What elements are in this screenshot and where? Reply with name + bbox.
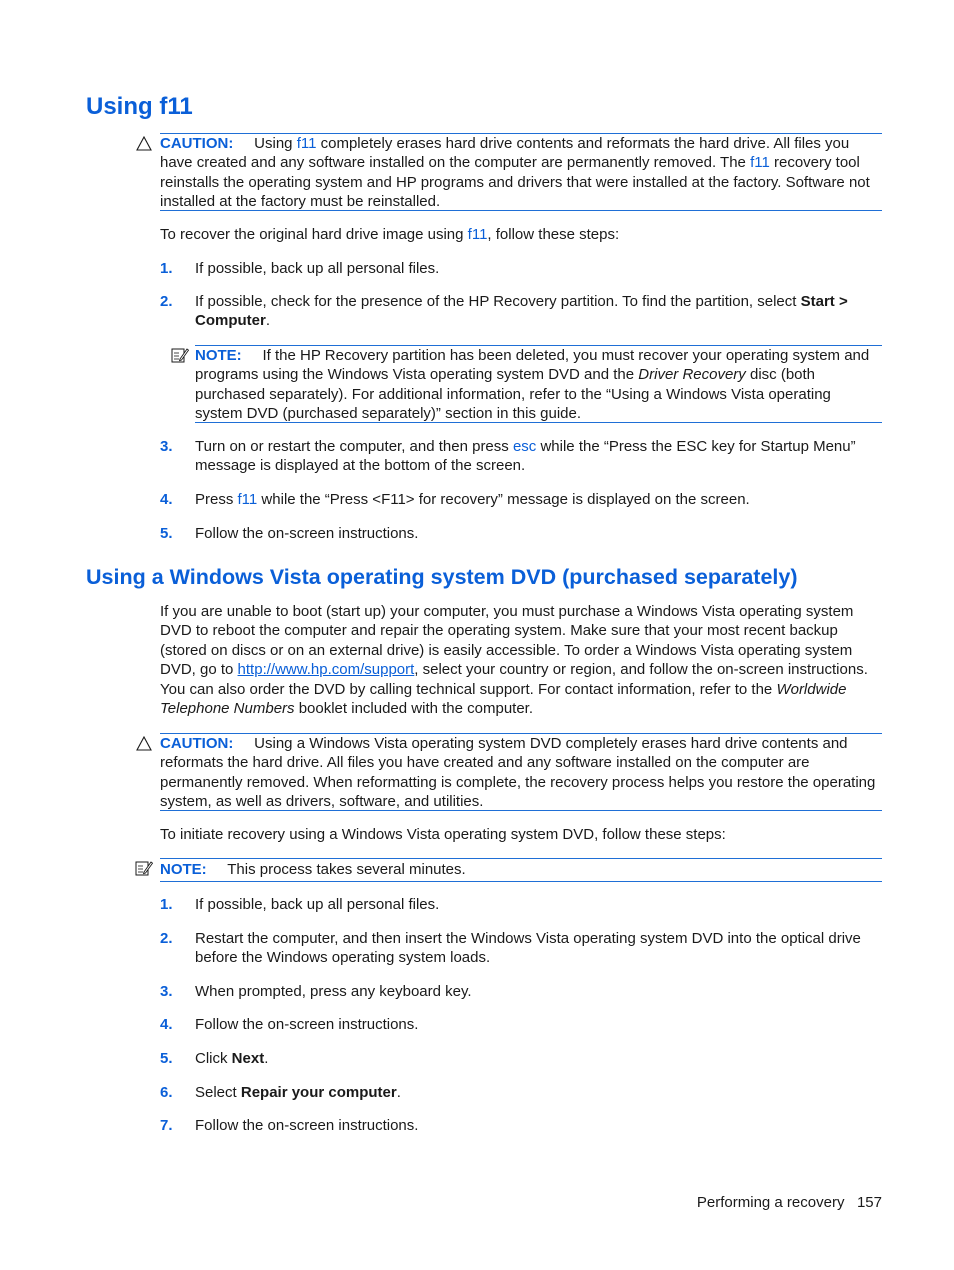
step-number: 2. bbox=[160, 293, 173, 310]
step-number: 3. bbox=[160, 983, 173, 1000]
caution-box-2: CAUTION: Using a Windows Vista operating system DVD completely erases hard drive contents and reformats the hard drive. All files you have created and any software installed on the computer are permanently removed. When reformatting is complete, the recovery process helps you restore the operating system, as well as drivers, software, and utilities. bbox=[160, 733, 882, 811]
step-number: 4. bbox=[160, 491, 173, 508]
key-esc: esc bbox=[512, 438, 537, 455]
note-box-2: NOTE: This process takes several minutes. bbox=[160, 858, 882, 882]
section-title-using-f11: Using f11 bbox=[86, 93, 193, 120]
step-text: Follow the on-screen instructions. bbox=[195, 1117, 419, 1134]
step-text: If possible, back up all personal files. bbox=[195, 896, 440, 913]
intro-paragraph-2: To initiate recovery using a Windows Vista operating system DVD, follow these steps: bbox=[160, 826, 726, 843]
step-text: Click Next. bbox=[195, 1050, 269, 1067]
key-f11: f11 bbox=[296, 135, 317, 152]
step-text: Press f11 while the “Press <F11> for recovery” message is displayed on the screen. bbox=[195, 491, 750, 508]
hp-support-link[interactable]: http://www.hp.com/support bbox=[237, 661, 415, 679]
step-number: 5. bbox=[160, 525, 173, 542]
note-label: NOTE: bbox=[160, 861, 207, 878]
key-f11: f11 bbox=[467, 226, 488, 243]
note-label: NOTE: bbox=[195, 347, 242, 364]
caution-label: CAUTION: bbox=[160, 735, 234, 752]
footer-section-title: Performing a recovery bbox=[696, 1194, 845, 1211]
caution-triangle-icon bbox=[136, 136, 152, 151]
step-number: 7. bbox=[160, 1117, 173, 1134]
note-pencil-icon bbox=[171, 347, 189, 363]
step-text: Restart the computer, and then insert the Windows Vista operating system DVD into the optical drive before the Windows operating system loads. bbox=[195, 930, 861, 967]
caution-label: CAUTION: bbox=[160, 135, 234, 152]
caution-triangle-icon bbox=[136, 736, 152, 751]
step-text: If possible, check for the presence of the HP Recovery partition. To find the partition, select Start > Computer. bbox=[195, 293, 848, 330]
step-text: Follow the on-screen instructions. bbox=[195, 525, 419, 542]
step-number: 6. bbox=[160, 1084, 173, 1101]
note-pencil-icon bbox=[135, 860, 153, 876]
step-text: Select Repair your computer. bbox=[195, 1084, 401, 1101]
step-number: 4. bbox=[160, 1016, 173, 1033]
step-number: 2. bbox=[160, 930, 173, 947]
step-number: 5. bbox=[160, 1050, 173, 1067]
step-number: 1. bbox=[160, 260, 173, 277]
step-text: Turn on or restart the computer, and then press esc while the “Press the ESC key for Startup Menu” message is displayed at the bottom of the screen. bbox=[195, 438, 856, 475]
key-f11: f11 bbox=[750, 154, 770, 172]
caution-box-1: CAUTION: Using f11 completely erases hard drive contents and reformats the hard drive. All files you have created and any software installed on the computer are permanently removed. The f11 recovery tool reinstalls the operating system and HP programs and drivers that were installed at the factory. Software not installed at the factory must be reinstalled. bbox=[160, 133, 882, 211]
step-text: If possible, back up all personal files. bbox=[195, 260, 440, 277]
note-box-1: NOTE: If the HP Recovery partition has been deleted, you must recover your operating system and programs using the Windows Vista operating system DVD and the Driver Recovery disc (both purchased separately). For additional information, refer to the “Using a Windows Vista operating system DVD (purchased separately)” section in this guide. bbox=[195, 345, 882, 423]
step-number: 3. bbox=[160, 438, 173, 455]
key-f11: f11 bbox=[237, 491, 258, 508]
step-number: 1. bbox=[160, 896, 173, 913]
section-title-vista-dvd: Using a Windows Vista operating system DVD (purchased separately) bbox=[86, 565, 798, 589]
step-text: Follow the on-screen instructions. bbox=[195, 1016, 419, 1033]
page-number: 157 bbox=[856, 1194, 882, 1211]
vista-dvd-paragraph: If you are unable to boot (start up) your computer, you must purchase a Windows Vista operating system DVD to reboot the computer and repair the operating system. Make sure that your most recent backup (stored on discs or on an external drive) is easily accessible. To order a Windows Vista operating system DVD, go to http://www.hp.com/support, select your country or region, and follow the on-screen instructions. You can also order the DVD by calling technical support. For contact information, refer to the Worldwide Telephone Numbers booklet included with the computer. bbox=[160, 603, 868, 718]
step-text: When prompted, press any keyboard key. bbox=[195, 983, 472, 1000]
page-footer bbox=[697, 1193, 882, 1212]
intro-paragraph-1: To recover the original hard drive image using f11, follow these steps: bbox=[160, 226, 620, 243]
